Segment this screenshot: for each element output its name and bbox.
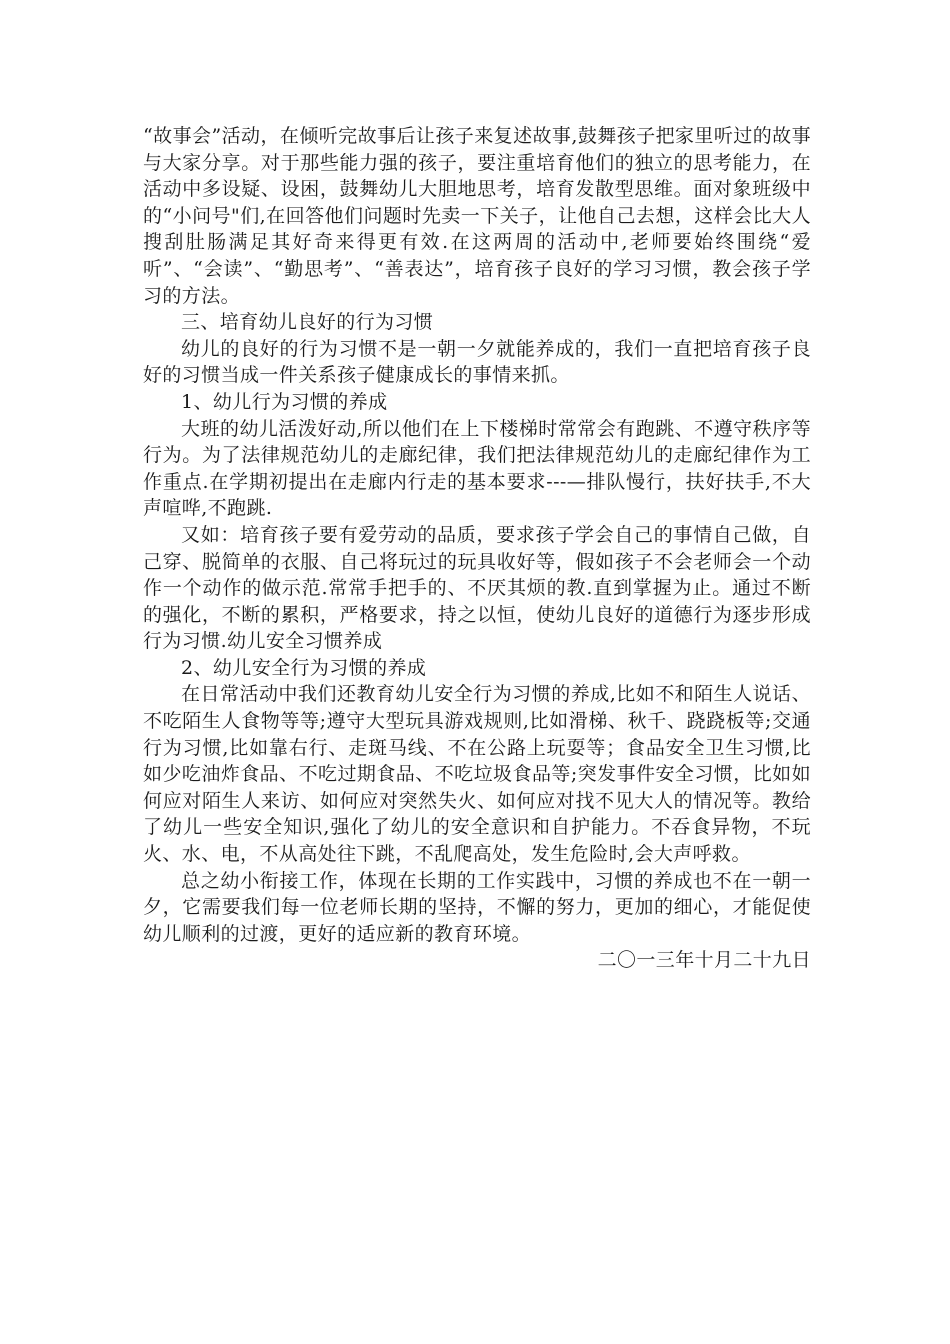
- paragraph-behavior-intro: 幼儿的良好的行为习惯不是一朝一夕就能养成的，我们一直把培育孩子良好的习惯当成一件关系孩子健康成长的事情来抓。: [143, 337, 811, 387]
- subheading-behavior-habits: 1、幼儿行为习惯的养成: [181, 390, 388, 413]
- document-date: 二〇一三年十月二十九日: [597, 949, 811, 972]
- document-body: [143, 123, 811, 974]
- paragraph-corridor-discipline: 大班的幼儿活泼好动,所以他们在上下楼梯时常常会有跑跳、不遵守秩序等行为。为了法律规范幼儿的走廊纪律，我们把法律规范幼儿的走廊纪律作为工作重点.在学期初提出在走廊内行走的基本要求---—排队慢行，扶好扶手,不大声喧哗,不跑跳.: [143, 417, 811, 520]
- paragraph-storytelling: “故事会”活动，在倾听完故事后让孩子来复述故事,鼓舞孩子把家里听过的故事与大家分享。对于那些能力强的孩子，要注重培育他们的独立的思考能力，在活动中多设疑、设困，鼓舞幼儿大胆地思考，培育发散型思维。面对象班级中的“小问号"们,在回答他们问题时先卖一下关子，让他自己去想，这样会比大人搜刮肚肠满足其好奇来得更有效.在这两周的活动中,老师要始终围绕“爱听”、“会读”、“勤思考”、“善表达”，培育孩子良好的学习习惯，教会孩子学习的方法。: [143, 125, 811, 307]
- paragraph-labor-habits: 又如：培育孩子要有爱劳动的品质，要求孩子学会自己的事情自己做，自己穿、脱简单的衣服、自己将玩过的玩具收好等，假如孩子不会老师会一个动作一个动作的做示范.常常手把手的、不厌其烦的教.直到掌握为止。通过不断的强化，不断的累积，严格要求，持之以恒，使幼儿良好的道德行为逐步形成行为习惯.幼儿安全习惯养成: [143, 523, 811, 653]
- paragraph-conclusion: 总之幼小衔接工作，体现在长期的工作实践中，习惯的养成也不在一朝一夕，它需要我们每一位老师长期的坚持，不懈的努力，更加的细心，才能促使幼儿顺利的过渡，更好的适应新的教育环境。: [143, 869, 811, 945]
- paragraph-safety-habits: 在日常活动中我们还教育幼儿安全行为习惯的养成,比如不和陌生人说话、不吃陌生人食物等等;遵守大型玩具游戏规则,比如滑梯、秋千、跷跷板等;交通行为习惯,比如靠右行、走斑马线、不在公路上玩耍等；食品安全卫生习惯,比如少吃油炸食品、不吃过期食品、不吃垃圾食品等;突发事件安全习惯，比如如何应对陌生人来访、如何应对突然失火、如何应对找不见大人的情况等。教给了幼儿一些安全知识,强化了幼儿的安全意识和自护能力。不吞食异物，不玩火、水、电，不从高处往下跳，不乱爬高处，发生危险时,会大声呼救。: [143, 683, 811, 866]
- section-heading-behavior-habits: 三、培育幼儿良好的行为习惯: [181, 311, 434, 334]
- subheading-safety-habits: 2、幼儿安全行为习惯的养成: [181, 656, 427, 679]
